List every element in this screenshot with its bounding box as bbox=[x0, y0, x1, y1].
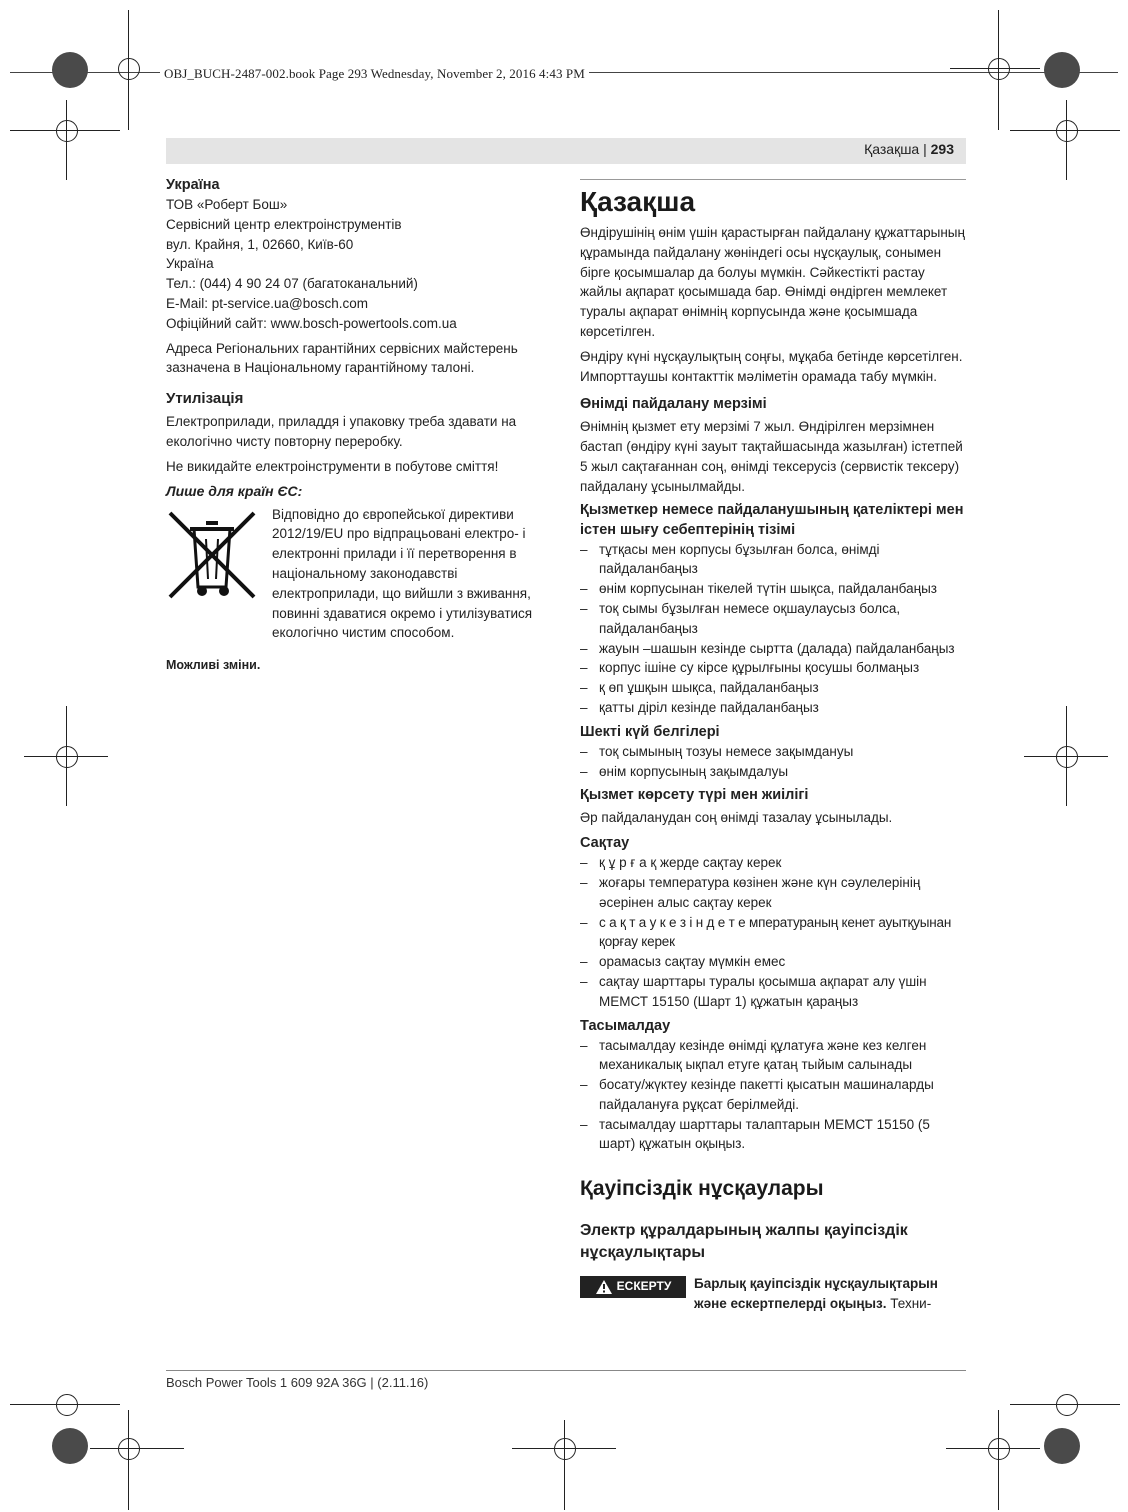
footer-text: Bosch Power Tools 1 609 92A 36G | (2.11.16) bbox=[166, 1375, 429, 1390]
list-dash: – bbox=[580, 973, 588, 989]
address-line: вул. Крайня, 1, 02660, Київ-60 bbox=[166, 236, 354, 252]
address-line: E-Mail: pt-service.ua@bosch.com bbox=[166, 295, 369, 311]
list-item bbox=[580, 540, 966, 580]
list-item-text: тасымалдау кезінде өнімді құлатуға және кез келген механикалық ықпал етуге қатаң тыйым салынады bbox=[599, 1037, 927, 1073]
list-item-text: корпус ішіне су кірсе құрылғыны қосушы болмаңыз bbox=[599, 660, 920, 676]
color-target-icon bbox=[1044, 52, 1080, 88]
registration-mark-icon bbox=[118, 1438, 140, 1460]
transport-title: Тасымалдау bbox=[580, 1017, 671, 1034]
service-life-text: Өнімнің қызмет ету мерзімі 7 жыл. Өндірілген мерзімнен бастап (өндіру күні зауыт тақтайшасында жазылған) істетпей 5 жыл сақтағаннан соң, өнімді тексерусіз (сервистік тексеру) пайдалану ұсынылмайды. bbox=[580, 419, 963, 494]
errors-title: Қызметкер немесе пайдаланушының қателіктері мен істен шығу себептерінің тізімі bbox=[580, 501, 964, 538]
list-item bbox=[580, 639, 966, 659]
crop-line bbox=[950, 68, 1040, 69]
list-dash: – bbox=[580, 954, 588, 970]
crossed-bin-icon bbox=[166, 505, 272, 644]
limit-title: Шекті күй белгілері bbox=[580, 723, 720, 740]
crop-line bbox=[998, 1410, 999, 1510]
list-item-text: с а қ т а у к е з і н д е т е мпературaның кенет ауытқуынан қорғау керек bbox=[599, 914, 952, 950]
list-dash: – bbox=[580, 1116, 588, 1132]
warning-bold: Барлық қауіпсіздік нұсқаулықтарын және ескертпелерді оқыңыз. bbox=[694, 1276, 938, 1312]
crop-line bbox=[128, 1410, 129, 1510]
list-item bbox=[580, 599, 966, 639]
registration-mark-icon bbox=[118, 58, 140, 80]
list-item bbox=[580, 742, 966, 762]
page-header-bar bbox=[166, 138, 966, 164]
registration-mark-icon bbox=[988, 58, 1010, 80]
list-item bbox=[580, 913, 966, 953]
list-dash: – bbox=[580, 640, 588, 656]
disposal-text-2: Не викидайте електроінструменти в побутове сміття! bbox=[166, 458, 499, 474]
registration-mark-icon bbox=[56, 1394, 78, 1416]
list-item-text: өнім корпусының зақымдалуы bbox=[599, 763, 789, 779]
list-item bbox=[580, 762, 966, 782]
list-item bbox=[580, 579, 966, 599]
eu-block bbox=[166, 505, 556, 644]
registration-mark-icon bbox=[1056, 120, 1078, 142]
crop-line bbox=[564, 1420, 565, 1510]
safety-subtitle: Электр құралдарының жалпы қауіпсіздік нұсқаулықтары bbox=[580, 1222, 908, 1262]
list-dash: – bbox=[580, 581, 588, 597]
ukraine-title: Україна bbox=[166, 177, 220, 193]
color-target-icon bbox=[52, 52, 88, 88]
list-item bbox=[580, 658, 966, 678]
errors-list bbox=[580, 540, 966, 718]
list-item-text: босату/жүктеу кезінде пакетті қысатын машиналарды пайдалануға рұқсат берілмейді. bbox=[599, 1077, 934, 1112]
crop-line bbox=[10, 130, 120, 131]
warning-label: ЕСКЕРТУ bbox=[616, 1279, 672, 1294]
storage-list bbox=[580, 853, 966, 1011]
color-target-icon bbox=[1044, 1428, 1080, 1464]
registration-mark-icon bbox=[1056, 746, 1078, 768]
list-dash: – bbox=[580, 1077, 588, 1093]
list-dash: – bbox=[580, 600, 588, 616]
address-line: Сервісний центр електроінструментів bbox=[166, 216, 402, 232]
disposal-title: Утилізація bbox=[166, 390, 244, 408]
right-column bbox=[580, 186, 966, 1314]
address-line: ТОВ «Роберт Бош» bbox=[166, 197, 288, 212]
slug-text: OBJ_BUCH-2487-002.book Page 293 Wednesday, November 2, 2016 4:43 PM bbox=[160, 66, 589, 82]
crop-line bbox=[1010, 1404, 1120, 1405]
list-item-text: жоғары температура көзінен және күн сәулелерінің әсерінен алыс сақтау керек bbox=[599, 874, 921, 910]
address-line: Офіційний сайт: www.bosch-powertools.com.ua bbox=[166, 315, 457, 331]
service-title: Қызмет көрсету түрі мен жиілігі bbox=[580, 787, 809, 804]
list-item-text: сақтау шарттары туралы қосымша ақпарат алу үшін МЕМСТ 15150 (Шарт 1) құжатын қараңыз bbox=[599, 973, 927, 1009]
warning-rest: Техни- bbox=[886, 1296, 932, 1312]
intro-text-3: Импорттаушы контакттік мәліметін орамада табу мүмкін. bbox=[580, 368, 938, 384]
list-dash: – bbox=[580, 660, 588, 676]
address-line: Україна bbox=[166, 256, 214, 272]
list-item-text: қ ұ р ғ а қ жерде сақтау керек bbox=[599, 855, 782, 871]
list-item bbox=[580, 1036, 966, 1076]
list-dash: – bbox=[580, 743, 588, 759]
crop-line bbox=[998, 10, 999, 130]
crop-line bbox=[1066, 706, 1067, 806]
list-item-text: қ өп ұшқын шықса, пайдаланбаңыз bbox=[599, 680, 819, 696]
list-dash: – bbox=[580, 1037, 588, 1053]
color-target-icon bbox=[52, 1428, 88, 1464]
address-line: Тел.: (044) 4 90 24 07 (багатоканальний) bbox=[166, 276, 418, 292]
list-dash: – bbox=[580, 763, 588, 779]
storage-title: Сақтау bbox=[580, 835, 630, 852]
service-text: Әр пайдаланудан соң өнімді тазалау ұсынылады. bbox=[580, 810, 893, 826]
list-item bbox=[580, 873, 966, 913]
changes-note: Можливі зміни. bbox=[166, 658, 261, 673]
list-item-text: өнім корпусынан тікелей түтін шықса, пайдаланбаңыз bbox=[599, 581, 937, 597]
list-item bbox=[580, 952, 966, 972]
list-dash: – bbox=[580, 914, 588, 930]
intro-text-1: Өндірушінің өнім үшін қарастырған пайдалану құжаттарының құрамында пайдалану жөніндегі осы нұсқаулық, сонымен бірге қосымшалар да болуы мүмкін. Сәйкестікті растау жайлы ақпарат қосымшада бар. Өнімді өндірген мемлекет туралы ақпарат өнімнің корпусында және қосымшада көрсетілген. bbox=[580, 225, 965, 339]
page-number: 293 bbox=[930, 141, 954, 157]
list-item-text: қатты діріл кезінде пайдаланбаңыз bbox=[599, 699, 819, 715]
list-dash: – bbox=[580, 680, 588, 696]
list-item-text: тасымалдау шарттары талаптарын МЕМСТ 15150 (5 шарт) құжатын оқыңыз. bbox=[599, 1116, 930, 1152]
footer-rule bbox=[166, 1370, 966, 1371]
page-header: Қазақша | 293 bbox=[864, 141, 954, 157]
crop-line bbox=[66, 100, 67, 180]
intro-text-2: Өндіру күні нұсқаулықтың соңғы, мұқаба бетінде көрсетілген. bbox=[580, 348, 963, 364]
warning-text bbox=[694, 1274, 966, 1314]
crop-line bbox=[128, 10, 129, 130]
registration-mark-icon bbox=[988, 1438, 1010, 1460]
list-item bbox=[580, 1115, 966, 1155]
list-dash: – bbox=[580, 874, 588, 890]
list-dash: – bbox=[580, 541, 588, 557]
warning-triangle-icon bbox=[595, 1279, 613, 1295]
crop-line bbox=[1066, 100, 1067, 180]
list-item-text: орамасыз сақтау мүмкін емес bbox=[599, 954, 786, 970]
eu-text: Відповідно до європейської директиви 2012/19/EU про відпрацьовані електро- і електронні прилади і її перетворення в національному законодавстві електроприлади, що вийшли з вживання, повинні здаватися окремо і утилізуватися екологічно чистим способом. bbox=[272, 506, 533, 641]
list-item-text: жауын –шашын кезінде сыртта (далада) пайдаланбаңыз bbox=[599, 640, 955, 656]
warning-block bbox=[580, 1274, 966, 1314]
header-rule bbox=[580, 179, 966, 180]
registration-mark-icon bbox=[56, 120, 78, 142]
registration-mark-icon bbox=[554, 1438, 576, 1460]
list-dash: – bbox=[580, 699, 588, 715]
warning-badge bbox=[580, 1276, 686, 1298]
list-item bbox=[580, 698, 966, 718]
list-item bbox=[580, 678, 966, 698]
list-item bbox=[580, 853, 966, 873]
crop-line bbox=[512, 1448, 616, 1449]
transport-list bbox=[580, 1036, 966, 1155]
section-title: Қазақша bbox=[580, 186, 696, 217]
list-item-text: тұтқасы мен корпусы бұзылған болса, өнімді пайдаланбаңыз bbox=[599, 541, 880, 577]
limit-list bbox=[580, 742, 966, 782]
list-item bbox=[580, 972, 966, 1012]
crop-line bbox=[66, 706, 67, 806]
disposal-text-1: Електроприлади, приладдя і упаковку треба здавати на екологічно чисту повторну переробку. bbox=[166, 414, 517, 449]
list-dash: – bbox=[580, 855, 588, 871]
crop-line bbox=[946, 1448, 1040, 1449]
crop-line bbox=[90, 1448, 184, 1449]
safety-title: Қауіпсіздік нұсқаулары bbox=[580, 1177, 824, 1201]
registration-mark-icon bbox=[1056, 1394, 1078, 1416]
eu-title: Лише для країн ЄС: bbox=[166, 482, 303, 499]
list-item bbox=[580, 1075, 966, 1115]
list-item-text: тоқ сымының тозуы немесе зақымдануы bbox=[599, 743, 854, 759]
header-language: Қазақша bbox=[864, 141, 920, 157]
list-item-text: тоқ сымы бұзылған немесе оқшаулаусыз болса, пайдаланбаңыз bbox=[599, 600, 901, 636]
left-column bbox=[166, 175, 556, 675]
ukraine-note: Адреса Регіональних гарантійних сервісних майстерень зазначена в Національному гарантійному талоні. bbox=[166, 340, 518, 376]
ukraine-address bbox=[166, 195, 556, 334]
crop-line bbox=[10, 1404, 120, 1405]
service-life-title: Өнімді пайдалану мерзімі bbox=[580, 396, 767, 413]
registration-mark-icon bbox=[56, 746, 78, 768]
crop-line bbox=[1010, 130, 1120, 131]
